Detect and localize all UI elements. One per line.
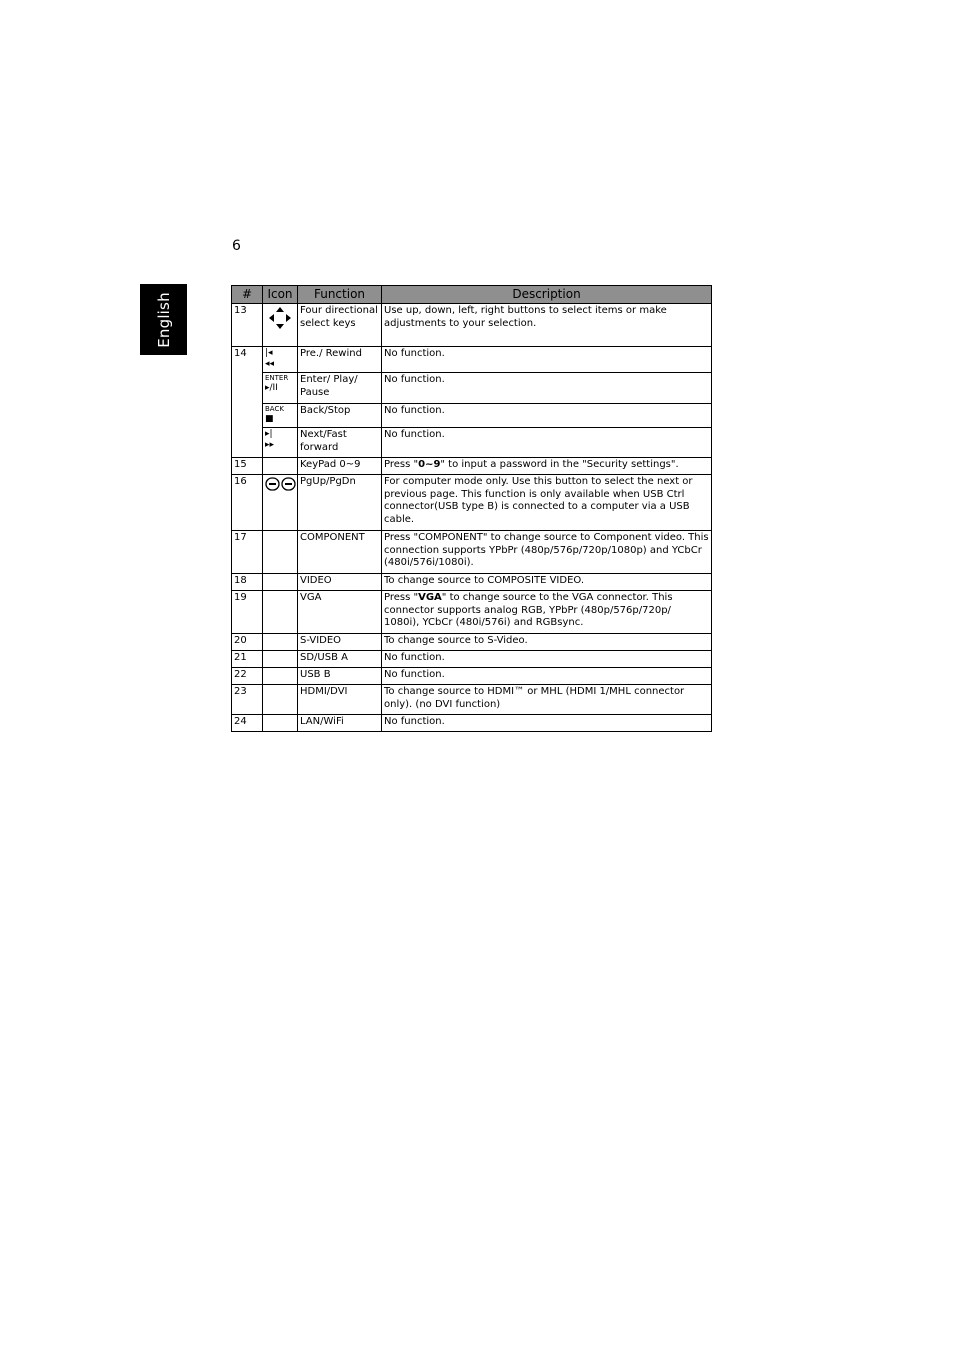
- row-function: VIDEO: [298, 574, 382, 591]
- row-description: No function.: [382, 373, 712, 404]
- row-function: SD/USB A: [298, 651, 382, 668]
- row-number: 13: [232, 304, 263, 347]
- row-description: No function.: [382, 715, 712, 732]
- page-number: 6: [232, 238, 241, 254]
- row-icon-empty: [263, 715, 298, 732]
- row-description: No function.: [382, 651, 712, 668]
- row-function: Enter/ Play/ Pause: [298, 373, 382, 404]
- table-row: [232, 404, 712, 428]
- row-function: VGA: [298, 591, 382, 634]
- row-number: 18: [232, 574, 263, 591]
- header-icon: Icon: [263, 286, 298, 304]
- row-icon-empty: [263, 634, 298, 651]
- row-number: 17: [232, 531, 263, 574]
- table-row: [232, 428, 712, 458]
- table-row: [232, 651, 712, 668]
- row-description: For computer mode only. Use this button to select the next or previous page. This function is only available when USB Ctrl connector(USB type B) is connected to a computer via a USB cable.: [382, 475, 712, 531]
- row-number: 14: [232, 347, 263, 458]
- header-num: #: [232, 286, 263, 304]
- row-description: No function.: [382, 404, 712, 428]
- row-icon-empty: [263, 685, 298, 715]
- row-number: 20: [232, 634, 263, 651]
- row-number: 15: [232, 458, 263, 475]
- header-function: Function: [298, 286, 382, 304]
- header-description: Description: [382, 286, 712, 304]
- row-description: No function.: [382, 668, 712, 685]
- row-icon-empty: [263, 668, 298, 685]
- row-description: No function.: [382, 428, 712, 458]
- row-description: Press "0~9" to input a password in the "Security settings".: [382, 458, 712, 475]
- table-row: [232, 668, 712, 685]
- table-row: [232, 531, 712, 574]
- table-row: [232, 591, 712, 634]
- table-row: [232, 458, 712, 475]
- table-row: [232, 685, 712, 715]
- enter-play-pause-icon: ENTER ▸/II: [263, 373, 298, 404]
- row-description: To change source to COMPOSITE VIDEO.: [382, 574, 712, 591]
- row-icon-empty: [263, 591, 298, 634]
- row-function: PgUp/PgDn: [298, 475, 382, 531]
- row-description: To change source to S-Video.: [382, 634, 712, 651]
- remote-function-table: [231, 285, 712, 732]
- table-row: [232, 373, 712, 404]
- table-row: [232, 304, 712, 347]
- row-icon-empty: [263, 458, 298, 475]
- row-function: Next/Fast forward: [298, 428, 382, 458]
- table-row: [232, 574, 712, 591]
- next-fast-forward-icon: ▸| ▸▸: [263, 428, 298, 458]
- row-function: LAN/WiFi: [298, 715, 382, 732]
- row-description: Press "VGA" to change source to the VGA connector. This connector supports analog RGB, YPbPr (480p/576p/720p/ 1080i), YCbCr (480i/576i) and RGBsync.: [382, 591, 712, 634]
- directional-keys-icon: [263, 304, 298, 347]
- previous-rewind-icon: |◂ ◂◂: [263, 347, 298, 373]
- table-row: [232, 634, 712, 651]
- row-function: Back/Stop: [298, 404, 382, 428]
- row-description: To change source to HDMI™ or MHL (HDMI 1/MHL connector only). (no DVI function): [382, 685, 712, 715]
- row-description: Press "COMPONENT" to change source to Component video. This connection supports YPbPr (480p/576p/720p/1080p) and YCbCr (480i/576i/1080i).: [382, 531, 712, 574]
- row-function: Pre./ Rewind: [298, 347, 382, 373]
- table-row: [232, 715, 712, 732]
- row-function: USB B: [298, 668, 382, 685]
- row-number: 21: [232, 651, 263, 668]
- language-tab: [140, 284, 187, 355]
- row-description: No function.: [382, 347, 712, 373]
- row-icon-empty: [263, 651, 298, 668]
- row-description: Use up, down, left, right buttons to select items or make adjustments to your selection.: [382, 304, 712, 347]
- page-up-down-icon: [263, 475, 298, 531]
- back-stop-icon: BACK ■: [263, 404, 298, 428]
- row-function: HDMI/DVI: [298, 685, 382, 715]
- table-header-row: [232, 286, 712, 304]
- row-function: Four directional select keys: [298, 304, 382, 347]
- row-number: 19: [232, 591, 263, 634]
- row-icon-empty: [263, 574, 298, 591]
- row-function: COMPONENT: [298, 531, 382, 574]
- row-number: 23: [232, 685, 263, 715]
- language-tab-label: English: [154, 291, 173, 348]
- row-function: S-VIDEO: [298, 634, 382, 651]
- row-icon-empty: [263, 531, 298, 574]
- row-number: 24: [232, 715, 263, 732]
- table-row: [232, 475, 712, 531]
- row-number: 22: [232, 668, 263, 685]
- row-function: KeyPad 0~9: [298, 458, 382, 475]
- table-row: [232, 347, 712, 373]
- row-number: 16: [232, 475, 263, 531]
